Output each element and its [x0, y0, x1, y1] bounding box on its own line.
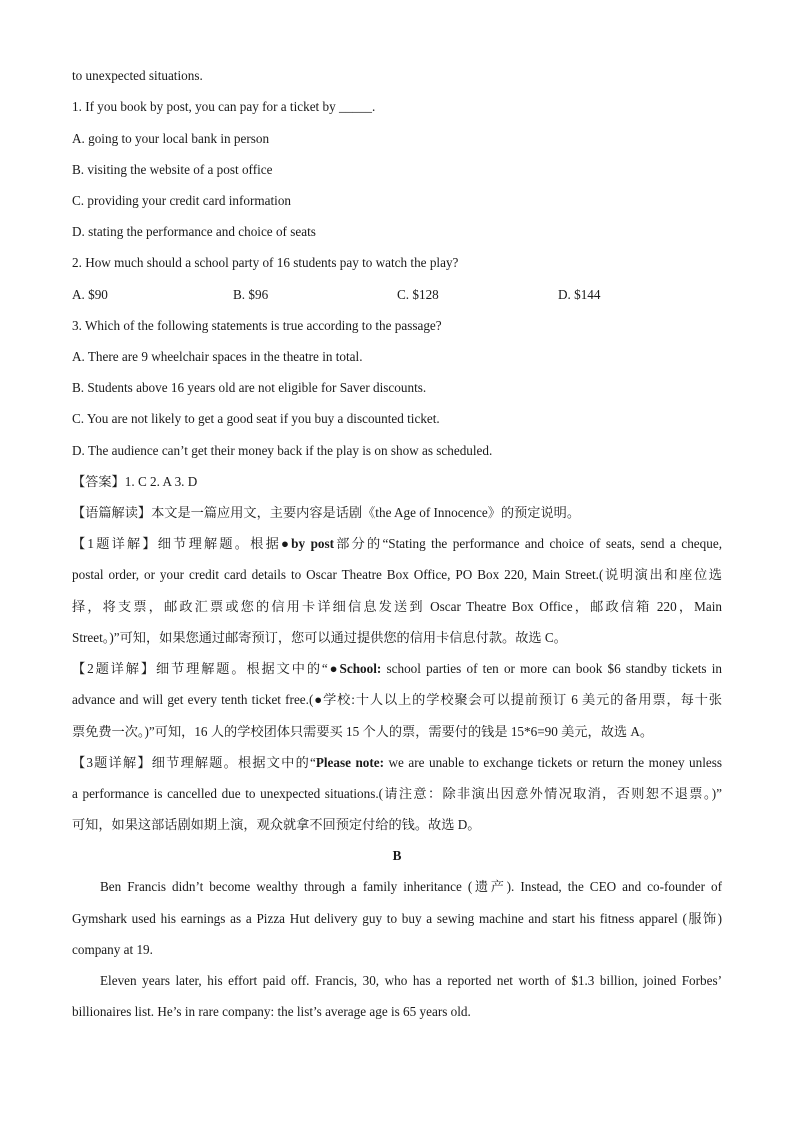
explanation-3-text: 细节理解题。根据文中的“ [151, 755, 316, 770]
section-b-paragraph-2-line-2: billionaires list. He’s in rare company: the list’s average age is 65 years old. [72, 1004, 471, 1019]
question-3-option-a: A. There are 9 wheelchair spaces in the theatre in total. [72, 349, 363, 364]
question-2-option-a: A. $90 [72, 287, 108, 302]
explanation-3-text: we are unable to exchange tickets or return the money unless [384, 755, 723, 770]
question-2-option-d: D. $144 [558, 287, 601, 302]
answer-line [72, 473, 722, 491]
explanation-3-line-1 [72, 754, 722, 772]
explanation-3-bold: Please note: [315, 755, 385, 770]
explanation-2-line-1 [72, 660, 722, 678]
interpretation-text: 本文是一篇应用文，主要内容是话剧《the Age of Innocence》的预定说明。 [151, 505, 581, 520]
section-b-paragraph-1-line-3: company at 19. [72, 942, 153, 957]
explanation-3-label: 【3题详解】 [72, 755, 152, 770]
question-3-option-b: B. Students above 16 years old are not eligible for Saver discounts. [72, 380, 427, 395]
question-2-stem: 2. How much should a school party of 16 students pay to watch the play? [72, 255, 459, 270]
explanation-2-line-3: 票免费一次。)”可知，16 人的学校团体只需要买 15 个人的票，需要付的钱是 15*6=90 美元，故选 A。 [72, 724, 654, 739]
section-b-heading: B [392, 848, 402, 863]
explanation-2-text: 细节理解题。根据文中的“ [155, 661, 328, 676]
interpretation-label: 【语篇解读】 [72, 505, 152, 520]
interpretation-line [72, 504, 722, 522]
explanation-3-line-3: 可知，如果这部话剧如期上演，观众就拿不回预定付给的钱。故选 D。 [72, 817, 481, 832]
explanation-1-text: 部分的“Stating the performance and choice of seats, send a cheque, [334, 536, 722, 551]
explanation-1-line-3: 择，将支票，邮政汇票或您的信用卡详细信息发送到 Oscar Theatre Box Office，邮政信箱 220，Main [72, 599, 722, 614]
question-1-option-d: D. stating the performance and choice of seats [72, 224, 316, 239]
explanation-1-line-1 [72, 535, 722, 553]
question-2-options-row [72, 286, 722, 304]
explanation-1-line-4: Street。)”可知，如果您通过邮寄预订，您可以通过提供您的信用卡信息付款。故选 C。 [72, 630, 567, 645]
question-3-option-c: C. You are not likely to get a good seat if you buy a discounted ticket. [72, 411, 440, 426]
lead-in-text: to unexpected situations. [72, 68, 203, 83]
explanation-2-line-2: advance and will get every tenth ticket free.(●学校:十人以上的学校聚会可以提前预订 6 美元的备用票，每十张 [72, 692, 722, 707]
section-b-paragraph-1-line-2: Gymshark used his earnings as a Pizza Hut delivery guy to buy a sewing machine and start his fitness apparel (服饰) [72, 911, 722, 926]
answer-text: 1. C 2. A 3. D [124, 474, 198, 489]
explanation-3-line-2: a performance is cancelled due to unexpected situations.(请注意：除非演出因意外情况取消，否则恕不退票。)” [72, 786, 722, 801]
explanation-2-label: 【2题详解】 [72, 661, 156, 676]
answer-label: 【答案】 [72, 474, 125, 489]
question-3-stem: 3. Which of the following statements is true according to the passage? [72, 318, 442, 333]
question-1-option-c: C. providing your credit card information [72, 193, 292, 208]
explanation-2-bold: ●School: [327, 661, 382, 676]
section-b-paragraph-1-line-1: Ben Francis didn’t become wealthy through a family inheritance (遗产). Instead, the CEO and co-founder of [100, 879, 722, 894]
question-3-option-d: D. The audience can’t get their money back if the play is on show as scheduled. [72, 443, 493, 458]
question-1-option-b: B. visiting the website of a post office [72, 162, 273, 177]
explanation-1-text: 细节理解题。根据 [157, 536, 281, 551]
question-1-option-a: A. going to your local bank in person [72, 131, 270, 146]
explanation-2-text: school parties of ten or more can book $6 standby tickets in [381, 661, 722, 676]
question-2-option-b: B. $96 [233, 287, 269, 302]
explanation-1-bold: ●by post [280, 536, 335, 551]
section-b-paragraph-2-line-1: Eleven years later, his effort paid off. Francis, 30, who has a reported net worth of $1.3 billion, joined Forbes’ [100, 973, 722, 988]
question-2-option-c: C. $128 [397, 287, 439, 302]
explanation-1-label: 【1题详解】 [72, 536, 158, 551]
explanation-1-line-2: postal order, or your credit card details to Oscar Theatre Box Office, PO Box 220, Main Street.(说明演出和座位选 [72, 567, 722, 582]
question-1-stem: 1. If you book by post, you can pay for a ticket by _____. [72, 99, 376, 114]
